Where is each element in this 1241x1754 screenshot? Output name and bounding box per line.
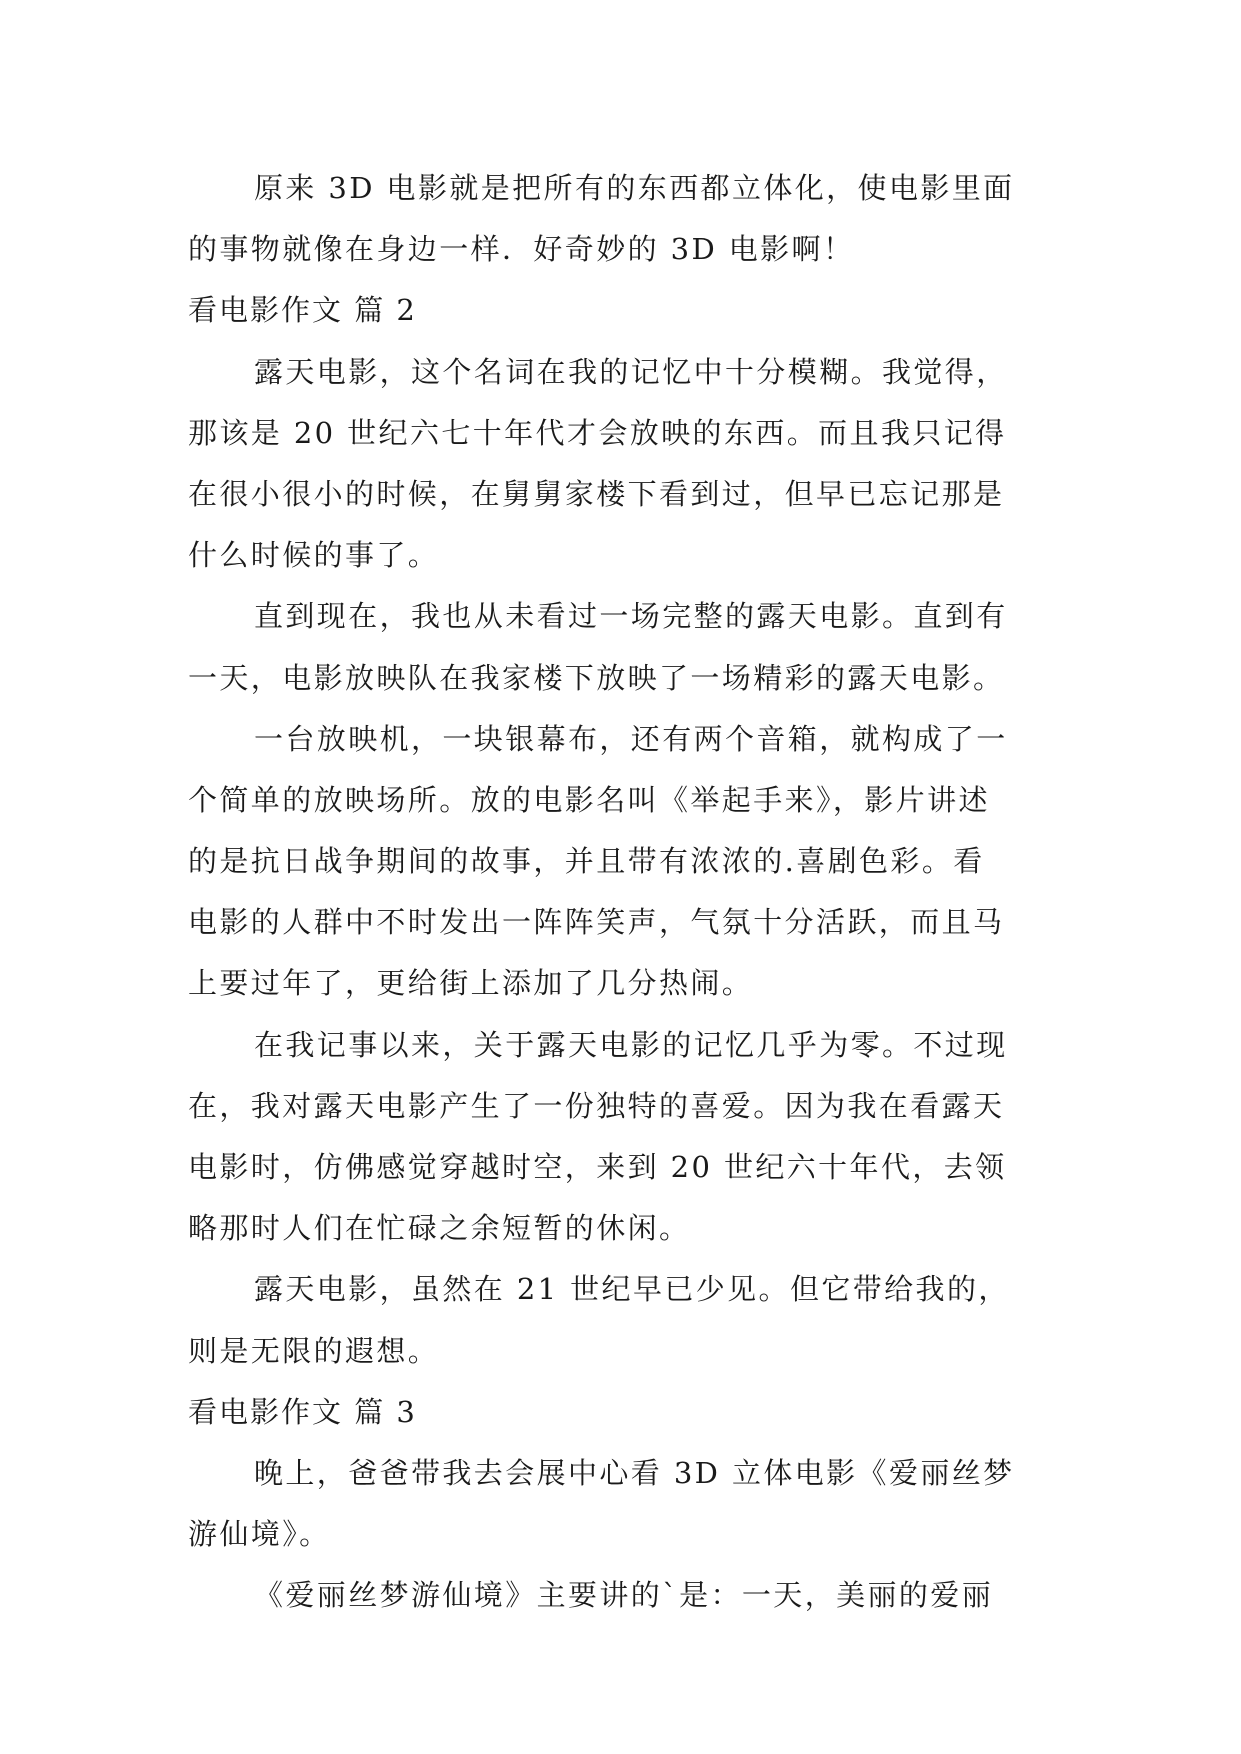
text-line: 那该是 20 世纪六七十年代才会放映的东西。而且我只记得 — [188, 415, 1007, 450]
text-line: 一台放映机，一块银幕布，还有两个音箱，就构成了一 — [254, 721, 1008, 756]
text-line: 游仙境》。 — [188, 1517, 331, 1552]
paragraph — [188, 586, 1056, 708]
paragraph — [188, 1443, 1056, 1565]
text-line: 的是抗日战争期间的故事，并且带有浓浓的.喜剧色彩。看 — [188, 844, 985, 879]
text-line: 露天电影，虽然在 21 世纪早已少见。但它带给我的， — [254, 1272, 1010, 1307]
paragraph — [188, 1565, 1056, 1626]
paragraph — [188, 342, 1056, 587]
text-line: 原来 3D 电影就是把所有的东西都立体化，使电影里面 — [254, 171, 1015, 205]
text-line: 在，我对露天电影产生了一份独特的喜爱。因为我在看露天 — [188, 1088, 1005, 1123]
text-line: 一天，电影放映队在我家楼下放映了一场精彩的露天电影。 — [188, 660, 1005, 695]
paragraph — [188, 1259, 1056, 1381]
text-line: 则是无限的遐想。 — [188, 1333, 440, 1368]
text-line: 上要过年了，更给街上添加了几分热闹。 — [188, 966, 754, 1001]
paragraph — [188, 1015, 1056, 1260]
text-line: 《爱丽丝梦游仙境》主要讲的`是：一天，美丽的爱丽 — [254, 1578, 994, 1613]
paragraph — [188, 709, 1056, 1015]
text-line: 电影时，仿佛感觉穿越时空，来到 20 世纪六十年代，去领 — [188, 1150, 1007, 1184]
text-line: 在我记事以来，关于露天电影的记忆几乎为零。不过现 — [254, 1027, 1008, 1062]
text-line: 略那时人们在忙碌之余短暂的休闲。 — [188, 1211, 691, 1246]
text-line: 在很小很小的时候，在舅舅家楼下看到过，但早已忘记那是 — [188, 476, 1005, 511]
section-heading: 看电影作文 篇 3 — [188, 1394, 417, 1429]
text-line: 露天电影，这个名词在我的记忆中十分模糊。我觉得， — [254, 354, 1008, 389]
text-line: 电影的人群中不时发出一阵阵笑声，气氛十分活跃，而且马 — [188, 905, 1005, 940]
text-line: 个简单的放映场所。放的电影名叫《举起手来》，影片讲述 — [188, 782, 990, 817]
text-line: 什么时候的事了。 — [188, 538, 440, 573]
paragraph — [188, 158, 1056, 280]
text-line: 直到现在，我也从未看过一场完整的露天电影。直到有 — [254, 599, 1008, 634]
text-line: 的事物就像在身边一样．好奇妙的 3D 电影啊！ — [188, 232, 855, 267]
document-page — [188, 158, 1056, 1627]
text-line: 晚上，爸爸带我去会展中心看 3D 立体电影《爱丽丝梦 — [254, 1455, 1015, 1490]
section-heading: 看电影作文 篇 2 — [188, 293, 417, 328]
